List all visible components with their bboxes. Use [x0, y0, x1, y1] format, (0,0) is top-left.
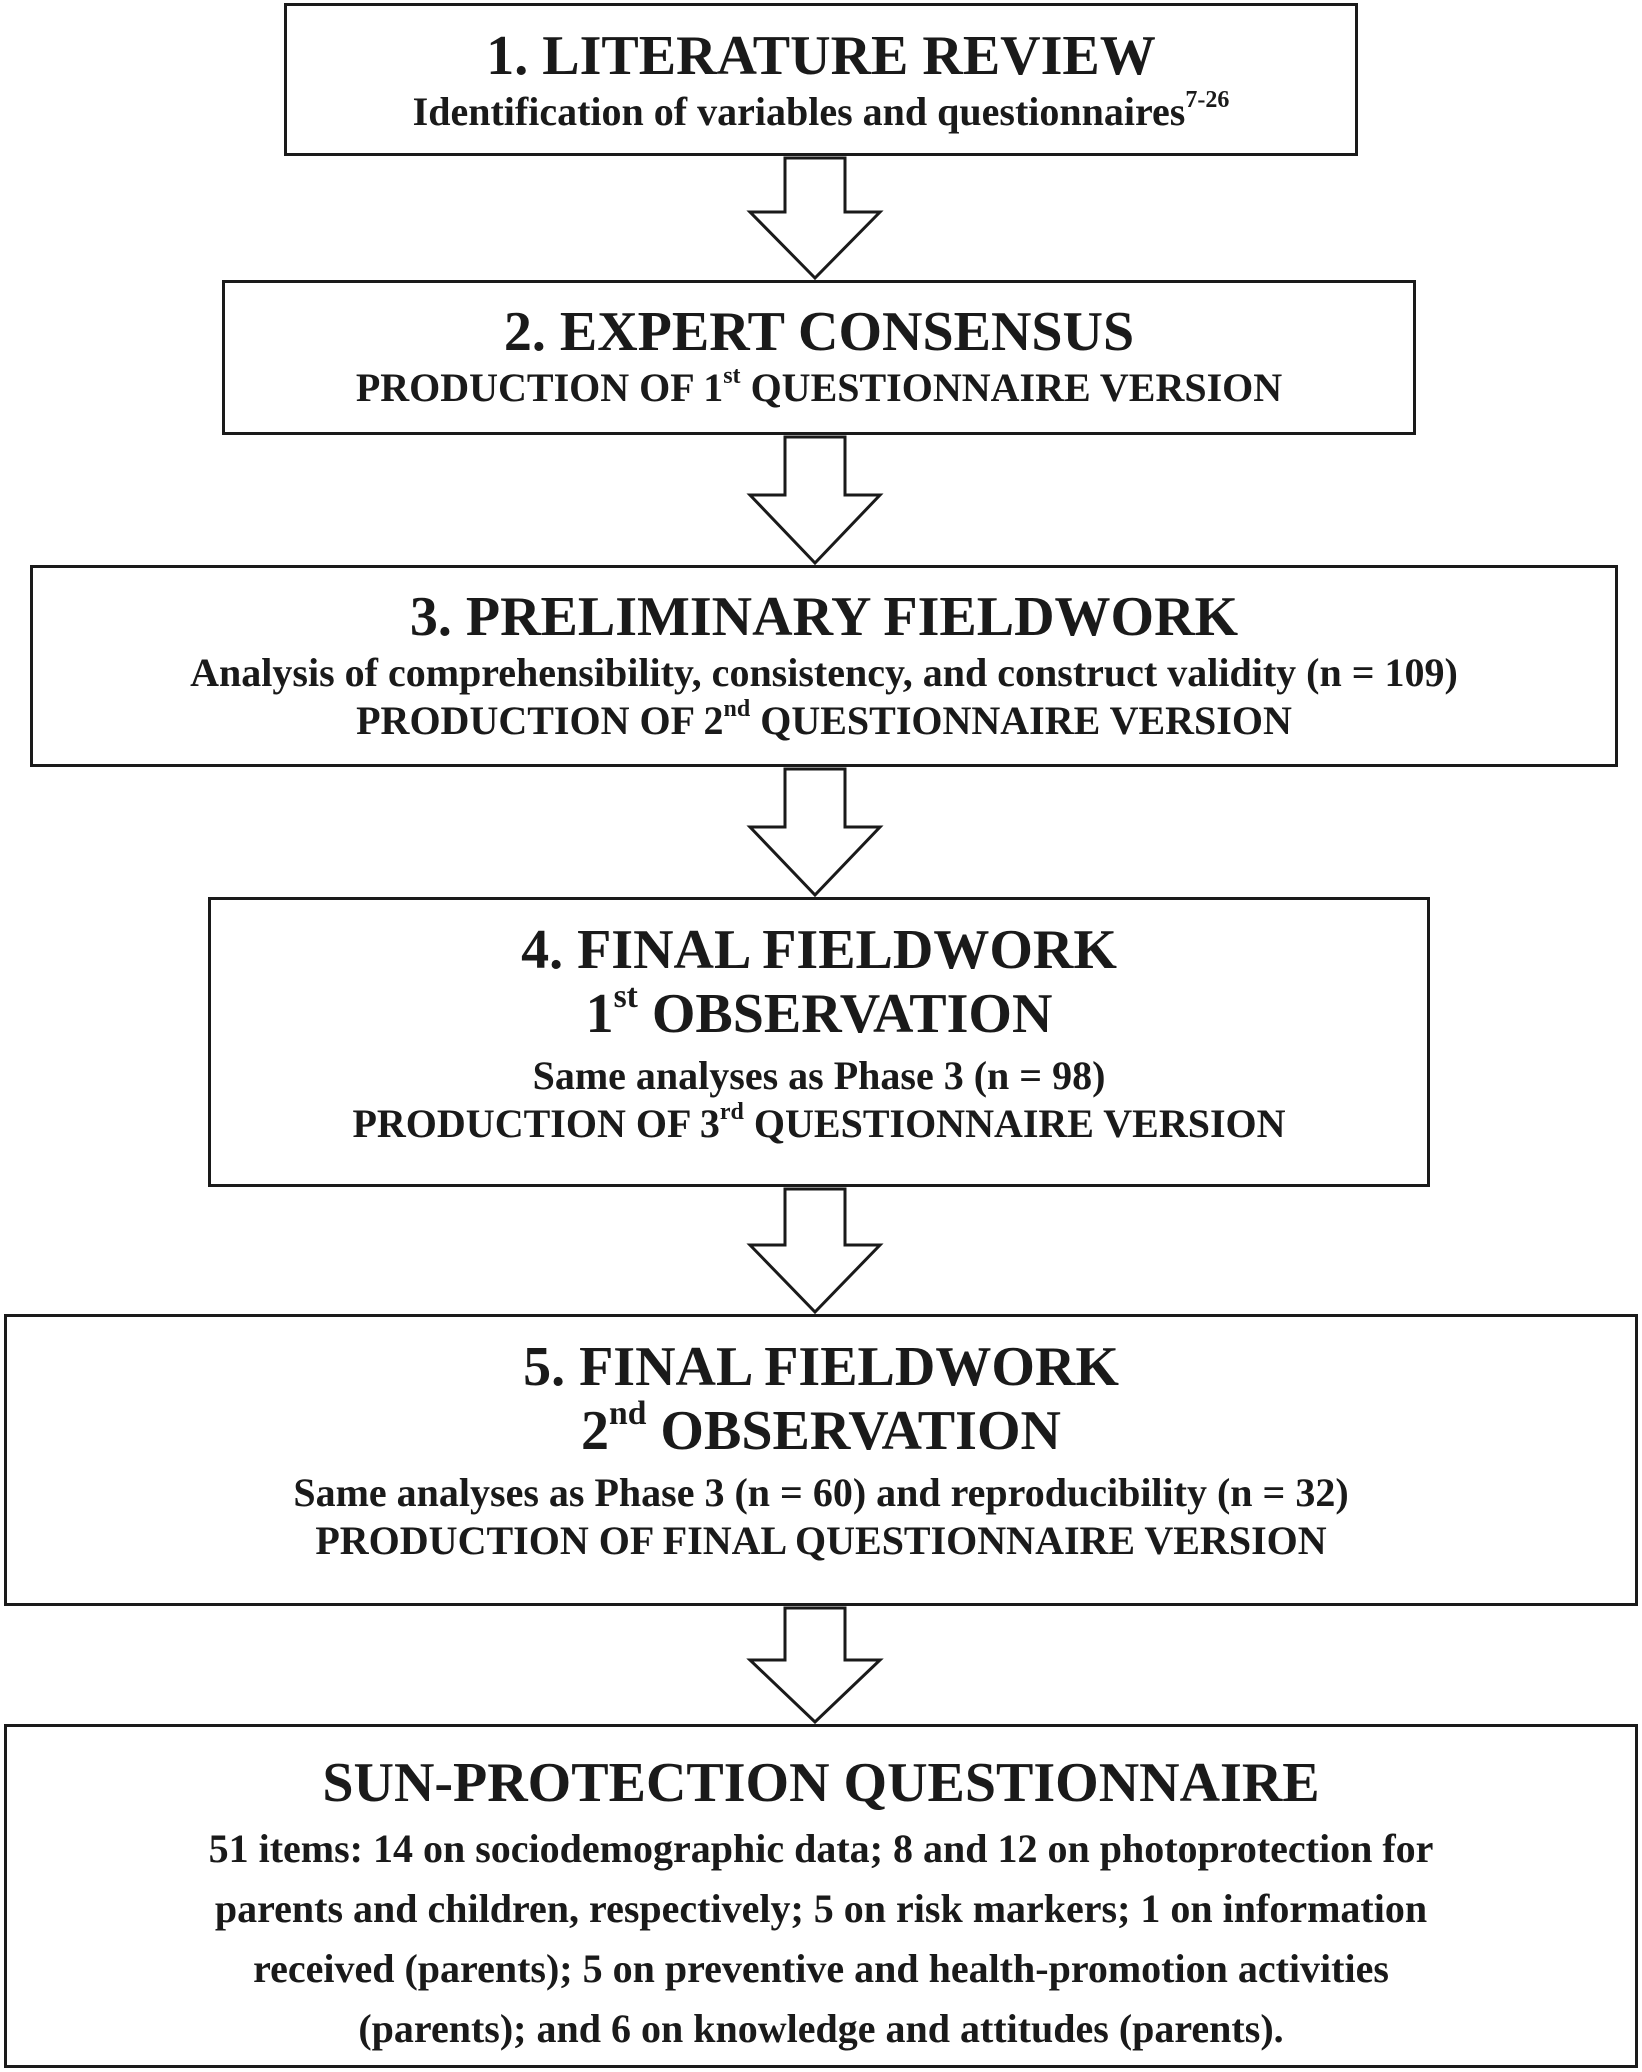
arrow-down-icon [745, 767, 885, 897]
final-title: SUN-PROTECTION QUESTIONNAIRE [322, 1752, 1320, 1814]
step-3-title: 3. PRELIMINARY FIELDWORK [409, 586, 1239, 648]
step-2-output: PRODUCTION OF 1st QUESTIONNAIRE VERSION [355, 363, 1283, 410]
step-3-description: Analysis of comprehensibility, consistency, and construct validity (n = 109) [190, 650, 1458, 695]
arrow-down-icon [745, 156, 885, 280]
step-5-box [4, 1314, 1638, 1606]
step-4-box [208, 897, 1430, 1187]
step-4-title: 4. FINAL FIELDWORK [521, 919, 1117, 981]
step-4-observation: 1st OBSERVATION [585, 978, 1053, 1045]
step-4-output: PRODUCTION OF 3rd QUESTIONNAIRE VERSION [352, 1099, 1286, 1146]
final-summary-line: parents and children, respectively; 5 on risk markers; 1 on information [214, 1886, 1428, 1931]
step-3-box [30, 565, 1618, 767]
final-summary-line: received (parents); 5 on preventive and health-promotion activities [253, 1946, 1389, 1991]
step-1-reference: 7-26 [1185, 87, 1230, 114]
step-5-output: PRODUCTION OF FINAL QUESTIONNAIRE VERSION [315, 1518, 1327, 1563]
arrow-down-icon [745, 435, 885, 565]
step-5-description: Same analyses as Phase 3 (n = 60) and reproducibility (n = 32) [293, 1470, 1349, 1515]
step-5-title: 5. FINAL FIELDWORK [523, 1336, 1119, 1398]
final-summary-line: 51 items: 14 on sociodemographic data; 8 and 12 on photoprotection for [208, 1826, 1434, 1871]
step-1-title: 1. LITERATURE REVIEW [486, 25, 1156, 87]
step-2-title: 2. EXPERT CONSENSUS [503, 301, 1135, 363]
step-2-box [222, 280, 1416, 435]
final-questionnaire-box [4, 1724, 1638, 2068]
step-1-description: Identification of variables and questionnaires$^{7-26}$ [412, 87, 1230, 134]
final-summary-line: (parents); and 6 on knowledge and attitudes (parents). [358, 2006, 1284, 2051]
step-5-observation: 2nd OBSERVATION [581, 1395, 1061, 1462]
arrow-down-icon [745, 1187, 885, 1314]
step-4-description: Same analyses as Phase 3 (n = 98) [532, 1053, 1106, 1098]
arrow-down-icon [745, 1606, 885, 1724]
step-1-box [284, 3, 1358, 156]
step-3-output: PRODUCTION OF 2nd QUESTIONNAIRE VERSION [356, 696, 1292, 743]
